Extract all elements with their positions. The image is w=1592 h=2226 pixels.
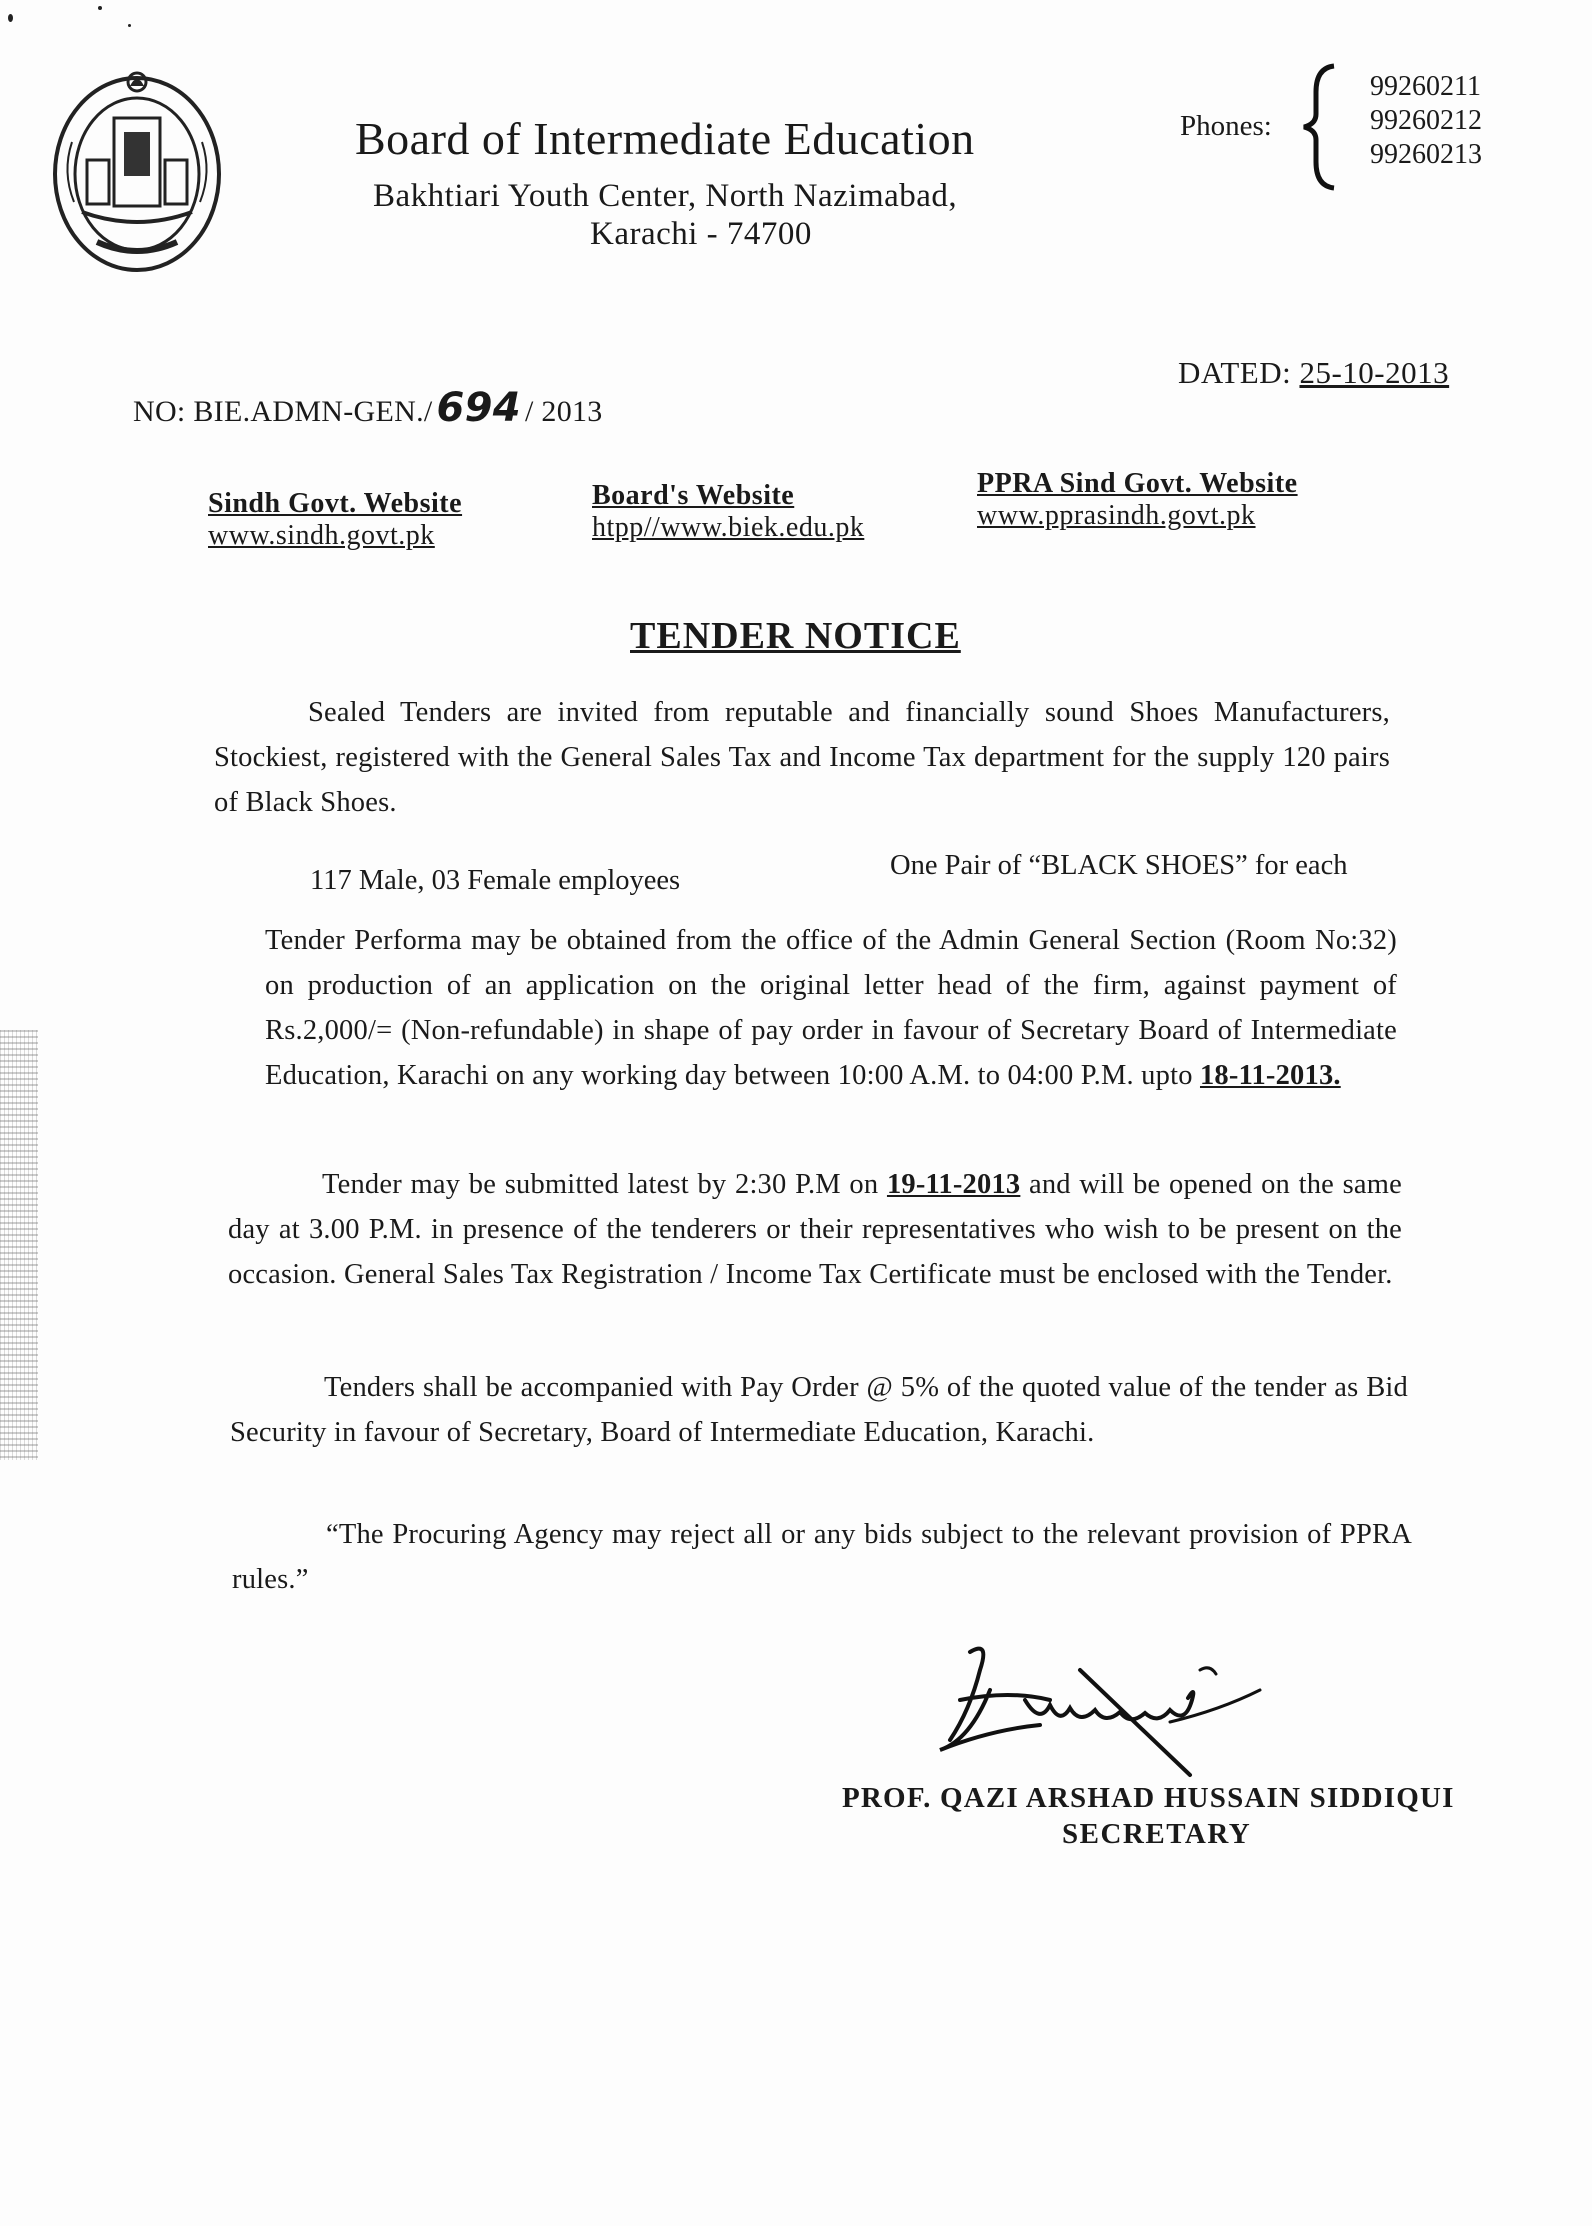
board-seal-icon — [42, 62, 232, 280]
scan-speck — [98, 6, 102, 10]
website-heading: Sindh Govt. Website — [208, 488, 463, 519]
letterhead-address-line2: Karachi - 74700 — [590, 216, 812, 252]
website-url[interactable]: www.sindh.govt.pk — [208, 520, 435, 551]
phone-number: 99260212 — [1370, 105, 1482, 136]
letterhead-title: Board of Intermediate Education — [355, 113, 975, 164]
paragraph-ppra-rules: “The Procuring Agency may reject all or any bids subject to the relevant provision of PPRA rules.” — [232, 1519, 1412, 1595]
signatory-designation: SECRETARY — [1062, 1818, 1252, 1850]
website-heading: PPRA Sind Govt. Website — [977, 468, 1298, 499]
signatory-name: PROF. QAZI ARSHAD HUSSAIN SIDDIQUI — [842, 1782, 1455, 1814]
scan-speck — [128, 24, 131, 27]
phone-list — [1370, 70, 1482, 172]
phones-label: Phones: — [1180, 110, 1272, 142]
notice-title: TENDER NOTICE — [630, 615, 961, 657]
phone-number: 99260211 — [1370, 71, 1481, 102]
website-url[interactable]: htpp//www.biek.edu.pk — [592, 512, 865, 543]
reference-suffix: / 2013 — [524, 395, 603, 428]
handwritten-signature — [930, 1630, 1310, 1780]
website-heading: Board's Website — [592, 480, 795, 511]
handwritten-number: 694 — [436, 385, 521, 431]
letterhead-address-line1: Bakhtiari Youth Center, North Nazimabad, — [373, 178, 958, 214]
employees-count: 117 Male, 03 Female employees — [310, 865, 681, 896]
dated-value: 25-10-2013 — [1299, 355, 1450, 390]
paragraph-performa — [265, 918, 1397, 1098]
paragraph-submission — [228, 1162, 1402, 1297]
scan-noise — [0, 1030, 38, 1460]
submission-date: 19-11-2013 — [886, 1169, 1021, 1200]
website-sindh — [208, 488, 462, 552]
paragraph-bid-security: Tenders shall be accompanied with Pay Order @ 5% of the quoted value of the tender as Bid Security in favour of Secretary, Board of Intermediate Education, Karachi. — [230, 1372, 1408, 1448]
pair-each: One Pair of “BLACK SHOES” for each — [890, 850, 1348, 881]
scan-speck — [8, 14, 13, 22]
reference-prefix: NO: BIE.ADMN-GEN./ — [133, 395, 433, 428]
dated-line — [1178, 355, 1449, 391]
website-url[interactable]: www.pprasindh.govt.pk — [977, 500, 1256, 531]
curly-brace-icon — [1300, 62, 1340, 192]
performa-text: Tender Performa may be obtained from the office of the Admin General Section (Room No:32) on production of an application on the original letter head of the firm, against payment of Rs.2,000/= (Non-refundable) in shape of pay order in favour of Secretary Board of Intermediate Education, Karachi on any working day between 10:00 A.M. to 04:00 P.M. upto — [265, 925, 1397, 1091]
dated-label: DATED: — [1178, 355, 1292, 390]
reference-number — [133, 385, 603, 431]
website-board — [592, 480, 864, 544]
paragraph-invitation: Sealed Tenders are invited from reputable and financially sound Shoes Manufacturers, Stockiest, registered with the General Sales Tax and Income Tax department for the supply 120 pairs of Black Shoes. — [214, 697, 1390, 818]
phone-number: 99260213 — [1370, 139, 1482, 170]
website-ppra — [977, 468, 1298, 532]
performa-deadline-date: 18-11-2013. — [1199, 1060, 1341, 1091]
submission-text-after: and will be opened on the same day at 3.00 P.M. in presence of the tenderers or their representatives who wish to be present on the occasion. General Sales Tax Registration / Income Tax Certificate must be enclosed with the Tender. — [228, 1169, 1403, 1290]
submission-text-before: Tender may be submitted latest by 2:30 P.M on — [322, 1169, 879, 1200]
